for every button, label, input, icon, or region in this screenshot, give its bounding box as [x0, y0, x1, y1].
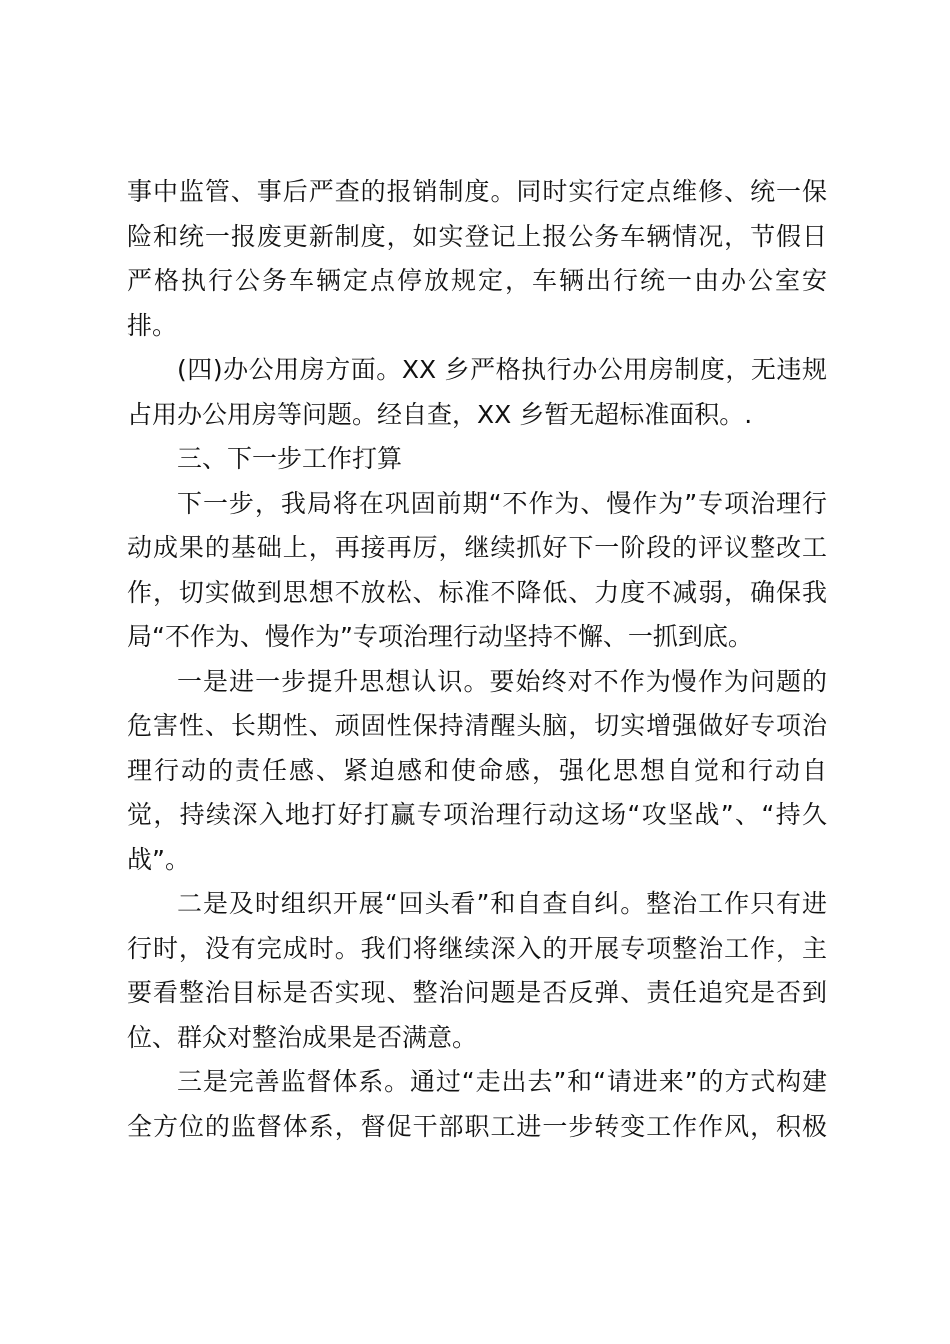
text-line: 觉，持续深入地打好打赢专项治理行动这场“攻坚战”、“持久	[127, 800, 827, 829]
text-line: 战”。	[127, 844, 190, 874]
document-body	[127, 170, 827, 1149]
text-line: 动成果的基础上，再接再厉，继续抓好下一阶段的评议整改工	[127, 533, 827, 562]
text-line: 严格执行公务车辆定点停放规定，车辆出行统一由办公室安	[127, 266, 827, 295]
text-line: 三是完善监督体系。通过“走出去”和“请进来”的方式构建	[177, 1067, 827, 1096]
text-line: 一是进一步提升思想认识。要始终对不作为慢作为问题的	[177, 666, 827, 696]
text-line: 行时，没有完成时。我们将继续深入的开展专项整治工作，主	[127, 933, 827, 963]
text-line: 下一步，我局将在巩固前期“不作为、慢作为”专项治理行	[177, 488, 827, 518]
text-line: 要看整治目标是否实现、整治问题是否反弹、责任追究是否到	[127, 978, 827, 1007]
text-line: 位、群众对整治成果是否满意。	[127, 1022, 478, 1052]
text-line: 全方位的监督体系，督促干部职工进一步转变工作作风，积极	[127, 1111, 827, 1141]
text-line: 作，切实做到思想不放松、标准不降低、力度不减弱，确保我	[127, 577, 827, 607]
text-line: 排。	[127, 310, 178, 340]
text-line: (四)办公用房方面。XX 乡严格执行办公用房制度，无违规	[177, 355, 827, 384]
text-line: 险和统一报废更新制度，如实登记上报公务车辆情况，节假日	[127, 221, 827, 251]
text-line: 二是及时组织开展“回头看”和自查自纠。整治工作只有进	[177, 889, 827, 918]
text-line: 局“不作为、慢作为”专项治理行动坚持不懈、一抓到底。	[127, 622, 753, 651]
text-line: 危害性、长期性、顽固性保持清醒头脑，切实增强做好专项治	[127, 711, 827, 740]
section-heading: 三、下一步工作打算	[177, 444, 403, 473]
text-line: 占用办公用房等问题。经自查，XX 乡暂无超标准面积。.	[127, 399, 753, 429]
text-line: 事中监管、事后严查的报销制度。同时实行定点维修、统一保	[127, 177, 827, 206]
text-line: 理行动的责任感、紧迫感和使命感，强化思想自觉和行动自	[127, 755, 827, 785]
